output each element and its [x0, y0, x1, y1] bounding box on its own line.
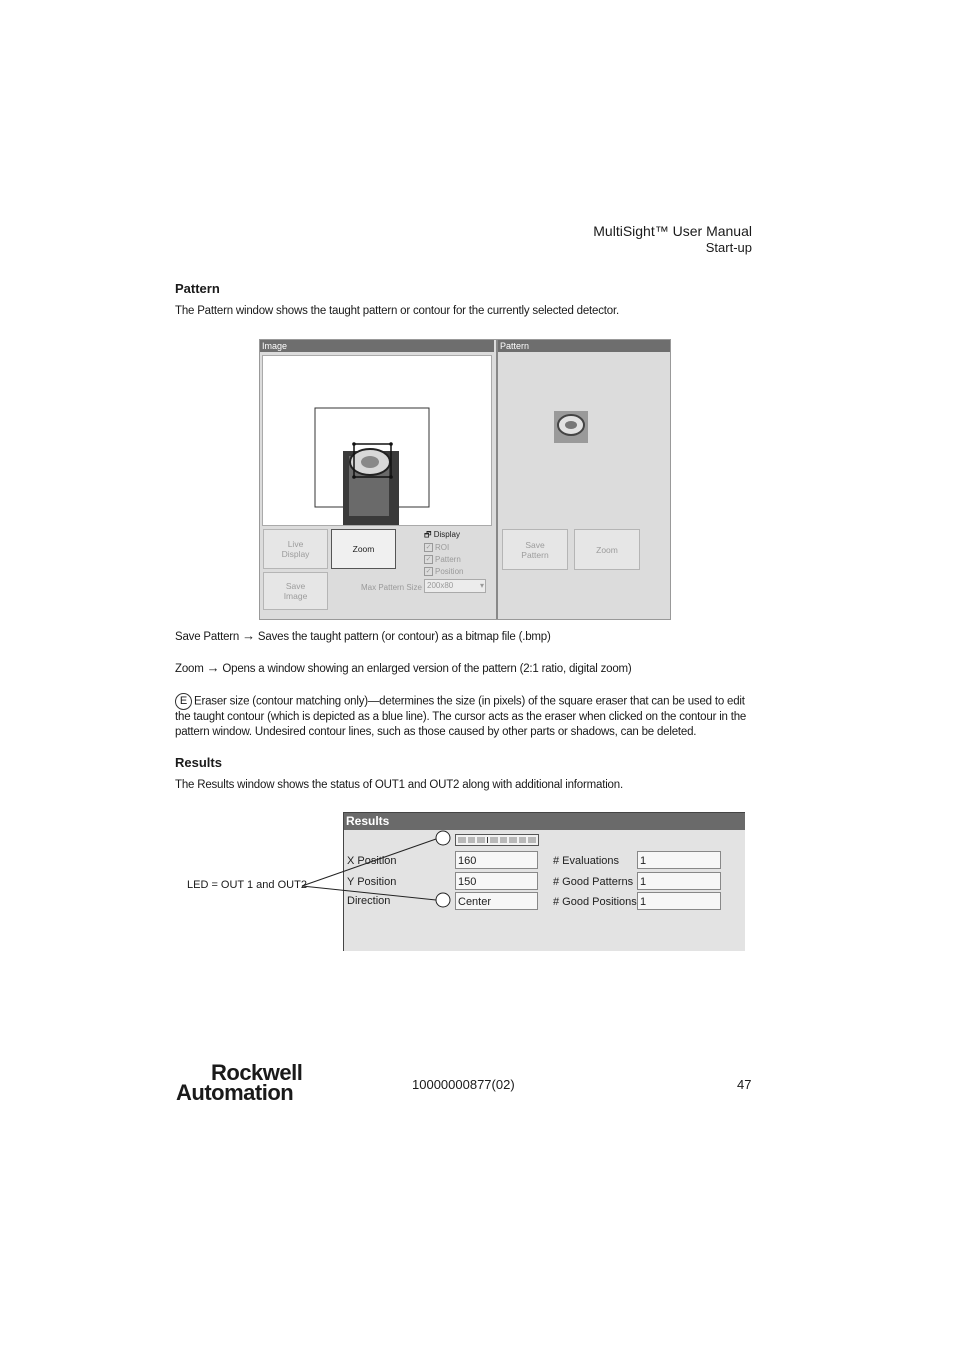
save-pattern-button[interactable]: Save Pattern [502, 529, 568, 570]
good-patterns-field: 1 [637, 872, 721, 890]
live-display-button[interactable]: Live Display [263, 529, 328, 569]
check-icon: ✓ [425, 556, 432, 564]
camera-image [263, 356, 491, 525]
max-pattern-size-label: Max Pattern Size [361, 583, 422, 592]
pattern-zoom-button[interactable]: Zoom [574, 529, 640, 570]
evaluations-field: 1 [637, 851, 721, 869]
save-pattern-description: Save Pattern → Saves the taught pattern (or contour) as a bitmap file (.bmp) [175, 628, 551, 643]
led-callout-lines [295, 830, 460, 910]
eraser-callout-icon: E [175, 693, 192, 710]
y-position-field: 150 [455, 872, 538, 890]
x-position-field: 160 [455, 851, 538, 869]
check-icon: ✓ [425, 544, 432, 552]
max-pattern-size-select[interactable]: 200x80 ▾ [424, 579, 486, 593]
pattern-heading: Pattern [175, 281, 220, 296]
section-subtitle: Start-up [705, 240, 752, 255]
pattern-window-title: Pattern [498, 340, 670, 352]
good-patterns-label: # Good Patterns [553, 876, 634, 888]
pattern-intro: The Pattern window shows the taught pattern or contour for the currently selected detector. [175, 305, 619, 317]
eraser-description: E Eraser size (contour matching only)—determines the size (in pixels) of the square eraser that can be used to edit the taught contour (which is depicted as a blue line). The cursor acts as the eraser when clicked on the contour in the pattern window. Undesired contour lines, such as those caused by other parts or shadows, can be deleted. [175, 695, 747, 738]
direction-field: Center [455, 892, 538, 910]
window-divider [496, 340, 498, 619]
manual-title: MultiSight™ User Manual [593, 223, 752, 239]
chevron-down-icon: ▾ [479, 581, 484, 590]
image-window-title: Image [260, 340, 494, 352]
evaluations-label: # Evaluations [553, 855, 620, 867]
results-intro: The Results window shows the status of OUT1 and OUT2 along with additional information. [175, 779, 623, 791]
display-icon: 🗗 [424, 530, 432, 539]
camera-image-view[interactable] [262, 355, 492, 526]
page-number: 47 [737, 1077, 752, 1092]
good-positions-label: # Good Positions [553, 896, 637, 908]
display-label: Display [433, 530, 460, 539]
arrow-right-icon: → [242, 628, 255, 643]
results-heading: Results [175, 755, 222, 770]
led-indicator-bar [455, 834, 539, 846]
image-zoom-button[interactable]: Zoom [331, 529, 396, 569]
save-image-button[interactable]: Save Image [263, 572, 328, 610]
arrow-right-icon: → [206, 660, 220, 675]
rockwell-automation-logo: Rockwell Automation [176, 1060, 303, 1105]
zoom-description: Zoom → Opens a window showing an enlarged version of the pattern (2:1 ratio, digital zoom) [175, 660, 632, 675]
display-group [424, 529, 460, 543]
pattern-thumbnail [552, 409, 590, 445]
results-window-title: Results [344, 813, 745, 830]
roi-checkbox[interactable]: ✓ ROI [425, 543, 450, 552]
direction-label: Direction [347, 895, 391, 907]
image-pattern-screenshot [259, 339, 671, 620]
led-callout-label: LED = OUT 1 and OUT2 [187, 879, 307, 891]
position-checkbox[interactable]: ✓ Position [425, 567, 464, 576]
x-position-label: X Position [347, 855, 397, 867]
document-number: 10000000877(02) [412, 1077, 515, 1092]
check-icon: ✓ [425, 568, 432, 576]
good-positions-field: 1 [637, 892, 721, 910]
pattern-checkbox[interactable]: ✓ Pattern [425, 555, 461, 564]
y-position-label: Y Position [347, 876, 397, 888]
